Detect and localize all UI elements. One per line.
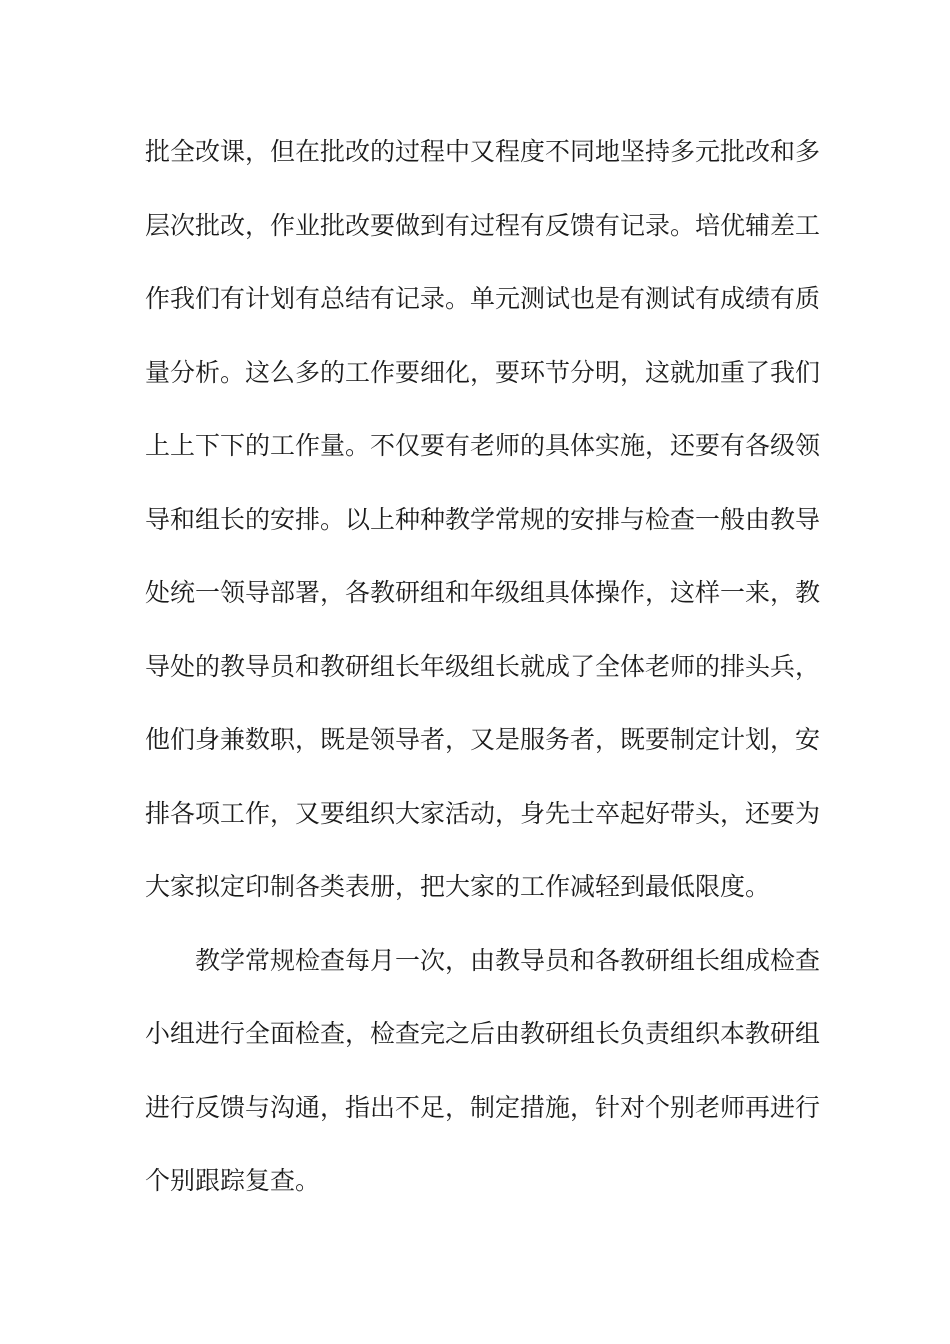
document-body [145,132,821,1235]
text-line: 小组进行全面检查，检查完之后由教研组长负责组织本教研组 [145,1019,821,1048]
text-line: 排各项工作，又要组织大家活动，身先士卒起好带头，还要为 [145,798,821,828]
text-line: 进行反馈与沟通，指出不足，制定措施，针对个别老师再进行 [145,1092,821,1122]
text-line: 他们身兼数职，既是领导者，又是服务者，既要制定计划，安 [145,725,821,754]
text-line: 量分析。这么多的工作要细化，要环节分明，这就加重了我们 [145,357,821,387]
text-line: 大家拟定印制各类表册，把大家的工作减轻到最低限度。 [145,872,771,901]
text-line: 导和组长的安排。以上种种教学常规的安排与检查一般由教导 [145,504,821,534]
text-line: 层次批改，作业批改要做到有过程有反馈有记录。培优辅差工 [145,210,821,240]
text-line: 导处的教导员和教研组长年级组长就成了全体老师的排头兵， [145,651,821,681]
text-line: 个别跟踪复查。 [145,1166,321,1195]
text-line: 批全改课，但在批改的过程中又程度不同地坚持多元批改和多 [145,137,821,166]
text-line: 处统一领导部署，各教研组和年级组具体操作，这样一来，教 [145,578,821,607]
text-line: 上上下下的工作量。不仅要有老师的具体实施，还要有各级领 [145,431,821,460]
paragraph-1 [145,132,821,941]
text-line: 作我们有计划有总结有记录。单元测试也是有测试有成绩有质 [145,284,821,313]
text-line: 教学常规检查每月一次，由教导员和各教研组长组成检查 [195,945,821,975]
paragraph-2 [145,941,821,1235]
